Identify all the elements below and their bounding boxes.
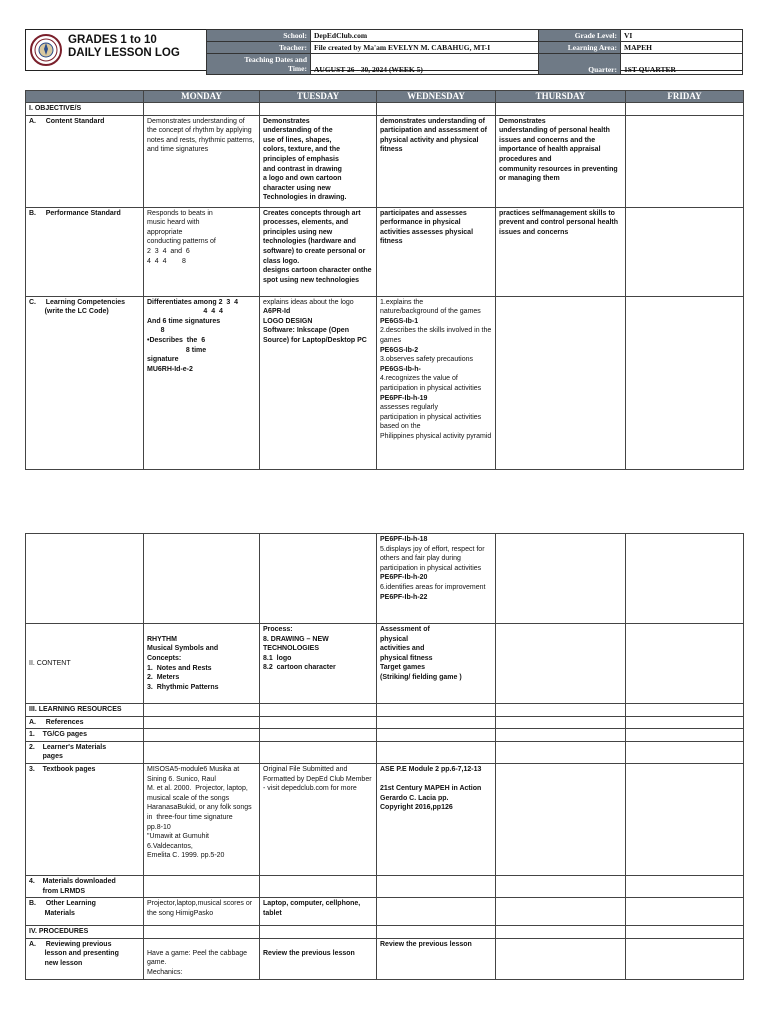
competency-wed-code-1: PE6GS-Ib-1 xyxy=(380,317,419,325)
continued-wednesday xyxy=(377,534,496,624)
blank-cell xyxy=(496,716,626,729)
competency-wed-2: 2.describes the skills involved in the games xyxy=(380,327,494,344)
review-label: A. Reviewing previous lesson and presenting new lesson xyxy=(26,938,144,979)
day-wednesday: WEDNESDAY xyxy=(377,91,496,103)
objectives-label: I. OBJECTIVE/S xyxy=(26,103,144,116)
blank-cell xyxy=(377,716,496,729)
performance-standard-label: B. Performance Standard xyxy=(26,207,144,296)
competency-wed-code-4: PE6PF-Ib-h-19 xyxy=(380,394,428,402)
content-standard-wednesday: demonstrates understanding of participation and assessment of physical activity and physical fitness xyxy=(377,115,496,207)
other-materials-label: B. Other Learning Materials xyxy=(26,898,144,926)
references-label: A. References xyxy=(26,716,144,729)
other-materials-tuesday: Laptop, computer, cellphone, tablet xyxy=(260,898,377,926)
competency-wed-1: 1.explains the nature/background of the games xyxy=(380,298,481,316)
textbook-wednesday: ASE P.E Module 2 pp.6-7,12-13 21st Century MAPEH in Action Gerardo C. Lacia pp. Copyright 2016,pp126 xyxy=(377,763,496,875)
review-wednesday: Review the previous lesson xyxy=(377,938,496,979)
teacher-label: Teacher: xyxy=(207,42,311,54)
competency-wed-code-3: PE6GS-Ib-h- xyxy=(380,365,421,373)
blank-cell xyxy=(260,716,377,729)
blank-cell xyxy=(626,704,744,717)
blank-cell xyxy=(496,898,626,926)
competencies-thursday xyxy=(496,296,626,469)
blank-cell xyxy=(260,875,377,897)
blank-cell xyxy=(260,729,377,742)
blank-cell xyxy=(144,103,260,116)
blank-cell xyxy=(626,741,744,763)
content-friday xyxy=(626,624,744,704)
content-monday: RHYTHM Musical Symbols and Concepts: 1. Notes and Rests 2. Meters 3. Rhythmic Patterns xyxy=(144,624,260,704)
procedures-label: IV. PROCEDURES xyxy=(26,926,144,939)
competencies-wednesday xyxy=(377,296,496,469)
continued-label xyxy=(26,534,144,624)
deped-seal-icon xyxy=(30,31,62,69)
content-thursday xyxy=(496,624,626,704)
continued-monday xyxy=(144,534,260,624)
blank-cell xyxy=(377,741,496,763)
blank-cell xyxy=(626,763,744,875)
blank-cell xyxy=(377,704,496,717)
blank-cell xyxy=(496,926,626,939)
review-monday: Have a game: Peel the cabbage game. Mechanics: xyxy=(144,938,260,979)
performance-standard-tuesday: Creates concepts through art processes, elements, and principles using new technologies (hardware and software) to create personal or class logo. designs cartoon character onthe spot using new technologies xyxy=(260,207,377,296)
lrmds-label: 4. Materials downloaded from LRMDS xyxy=(26,875,144,897)
other-materials-monday: Projector,laptop,musical scores or the song HimigPasko xyxy=(144,898,260,926)
blank-cell xyxy=(260,926,377,939)
page-title xyxy=(68,34,180,60)
blank-cell xyxy=(626,716,744,729)
competencies-label: C. Learning Competencies (write the LC Code) xyxy=(26,296,144,469)
content-standard-tuesday: Demonstrates understanding of the use of lines, shapes, colors, texture, and the principles of emphasis and contrast in drawing a logo and own cartoon character using new Technologies in drawing. xyxy=(260,115,377,207)
school-value: DepEdClub.com xyxy=(311,30,539,42)
blank-cell xyxy=(377,103,496,116)
competency-wed-code-5: PE6PF-Ib-h-18 xyxy=(380,536,428,543)
content-wednesday: Assessment of physical activities and physical fitness Target games (Striking/ fielding game ) xyxy=(377,624,496,704)
day-tuesday: TUESDAY xyxy=(260,91,377,103)
resources-label: III. LEARNING RESOURCES xyxy=(26,704,144,717)
content-standard-friday xyxy=(626,115,744,207)
textbook-tuesday: Original File Submitted and Formatted by DepEd Club Member - visit depedclub.com for more xyxy=(260,763,377,875)
blank-cell xyxy=(626,875,744,897)
corner-header xyxy=(26,91,144,103)
quarter-value: 1ST QUARTER xyxy=(621,54,743,75)
performance-standard-friday xyxy=(626,207,744,296)
competency-wed-4: 4.recognizes the value of participation in physical activities xyxy=(380,375,482,392)
dates-value: AUGUST 26 - 30, 2024 (WEEK 5) xyxy=(311,54,539,75)
lm-label: 2. Learner's Materials pages xyxy=(26,741,144,763)
teacher-value: File created by Ma'am EVELYN M. CABAHUG, MT-I xyxy=(311,42,539,54)
competency-wed-6: 5.displays joy of effort, respect for others and fair play during participation in physical activities xyxy=(380,545,487,572)
continued-friday xyxy=(626,534,744,624)
blank-cell xyxy=(496,938,626,979)
blank-cell xyxy=(144,926,260,939)
blank-cell xyxy=(144,741,260,763)
grade-value: VI xyxy=(621,30,743,42)
textbook-monday: MISOSA5-module6 Musika at Sining 6. Sunico, Raul M. et al. 2000. Projector, laptop, musical scale of the songs HaranasaBukid, or any folk songs in three-four time signature pp.8-10 "Umawit at Gumuhit 6.Valdecantos, Emelita C. 1999. pp.5-20 xyxy=(144,763,260,875)
competency-wed-code-2: PE6GS-Ib-2 xyxy=(380,346,419,354)
blank-cell xyxy=(496,103,626,116)
competency-wed-code-6: PE6PF-Ib-h-20 xyxy=(380,574,428,582)
performance-standard-monday: Responds to beats in music heard with appropriate conducting patterns of 2 3 4 and 6 4 4 4 8 xyxy=(144,207,260,296)
blank-cell xyxy=(626,729,744,742)
blank-cell xyxy=(377,729,496,742)
competencies-tuesday xyxy=(260,296,377,469)
blank-cell xyxy=(496,741,626,763)
blank-cell xyxy=(496,729,626,742)
content-tuesday: Process: 8. DRAWING – NEW TECHNOLOGIES 8.1 logo 8.2 cartoon character xyxy=(260,624,377,704)
dates-label xyxy=(207,54,311,75)
day-thursday: THURSDAY xyxy=(496,91,626,103)
lesson-log-table-continued xyxy=(25,533,744,980)
content-label: II. CONTENT xyxy=(26,624,144,704)
content-standard-monday: Demonstrates understanding of the concept of rhythm by applying notes and rests, rhythmic patterns, and time signatures xyxy=(144,115,260,207)
performance-standard-thursday: practices selfmanagement skills to prevent and control personal health issues and concerns xyxy=(496,207,626,296)
blank-cell xyxy=(260,741,377,763)
textbook-label: 3. Textbook pages xyxy=(26,763,144,875)
blank-cell xyxy=(626,926,744,939)
tg-label: 1. TG/CG pages xyxy=(26,729,144,742)
review-tuesday: Review the previous lesson xyxy=(260,938,377,979)
blank-cell xyxy=(144,704,260,717)
competency-wed-code-7: PE6PF-Ib-h-22 xyxy=(380,593,428,601)
blank-cell xyxy=(260,103,377,116)
competency-wed-3: 3.observes safety precautions xyxy=(380,356,473,364)
blank-cell xyxy=(626,938,744,979)
quarter-label: Quarter: xyxy=(539,54,621,75)
title-line-2: DAILY LESSON LOG xyxy=(68,47,180,59)
title-line-1: GRADES 1 to 10 xyxy=(68,34,157,46)
blank-cell xyxy=(377,875,496,897)
day-monday: MONDAY xyxy=(144,91,260,103)
day-friday: FRIDAY xyxy=(626,91,744,103)
blank-cell xyxy=(496,875,626,897)
dates-label-1: Teaching Dates and xyxy=(244,55,307,64)
blank-cell xyxy=(144,716,260,729)
content-standard-label: A. Content Standard xyxy=(26,115,144,207)
blank-cell xyxy=(496,763,626,875)
blank-cell xyxy=(496,704,626,717)
area-value: MAPEH xyxy=(621,42,743,54)
blank-cell xyxy=(377,926,496,939)
blank-cell xyxy=(144,875,260,897)
competency-tuesday-text: explains ideas about the logo xyxy=(263,298,354,306)
competency-wed-5: assesses regularly participation in physical activities based on the Philippines physical activity pyramid xyxy=(380,404,492,440)
continued-thursday xyxy=(496,534,626,624)
blank-cell xyxy=(144,729,260,742)
area-label: Learning Area: xyxy=(539,42,621,54)
competencies-monday: Differentiates among 2 3 4 4 4 4 And 6 time signatures 8 •Describes the 6 8 time signature MU6RH-Id-e-2 xyxy=(144,296,260,469)
competency-tuesday-code: A6PR-Id LOGO DESIGN Software: Inkscape (Open Source) for Laptop/Desktop PC xyxy=(263,308,367,344)
dates-label-2: Time: xyxy=(287,64,307,73)
competencies-friday xyxy=(626,296,744,469)
continued-tuesday xyxy=(260,534,377,624)
blank-cell xyxy=(626,103,744,116)
competency-wed-7: 6.identifies areas for improvement xyxy=(380,583,486,591)
info-table xyxy=(206,29,743,75)
school-label: School: xyxy=(207,30,311,42)
blank-cell xyxy=(260,704,377,717)
blank-cell xyxy=(377,898,496,926)
performance-standard-wednesday: participates and assesses performance in physical activities assesses physical fitness xyxy=(377,207,496,296)
grade-label: Grade Level: xyxy=(539,30,621,42)
content-standard-thursday: Demonstrates understanding of personal health issues and concerns and the importance of health appraisal procedures and community resources in preventing or managing them xyxy=(496,115,626,207)
blank-cell xyxy=(626,898,744,926)
lesson-log-table xyxy=(25,90,744,470)
